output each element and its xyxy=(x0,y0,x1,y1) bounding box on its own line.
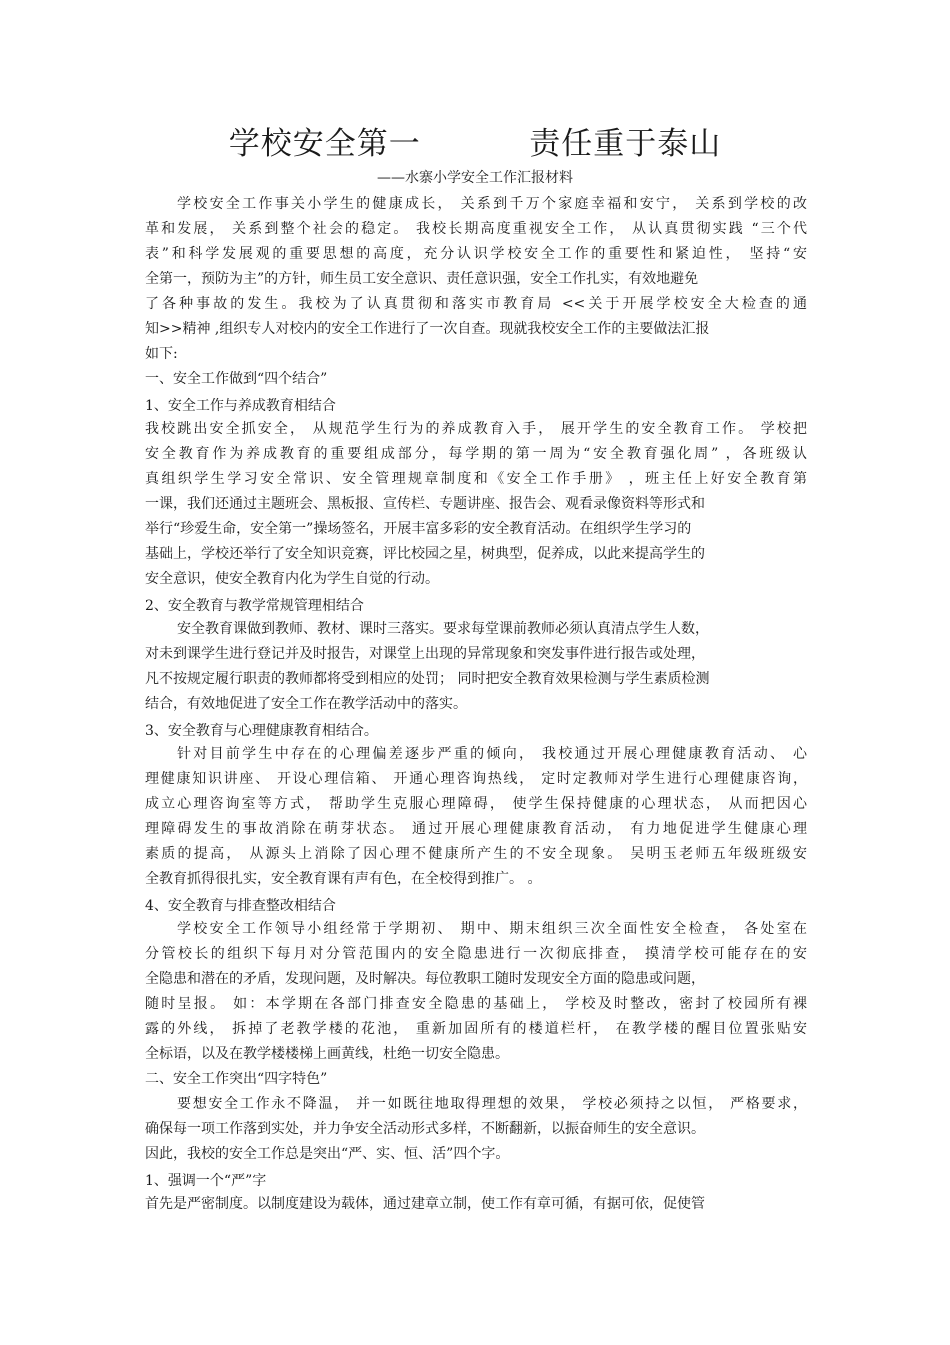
body-line: 举行“珍爱生命，安全第一”操场签名，开展丰富多彩的安全教育活动。在组织学生学习的 xyxy=(145,521,692,537)
body-line: 素质的提高， 从源头上消除了因心理不健康所产生的不安全现象。 吴明玉老师五年级班级安 xyxy=(145,846,807,862)
body-line: 安全教育课做到教师、教材、课时三落实。要求每堂课前教师必须认真清点学生人数， xyxy=(177,621,709,637)
body-line: 随时呈报。 如：本学期在各部门排查安全隐患的基础上， 学校及时整改，密封了校园所有裸 xyxy=(145,996,807,1012)
body-line: 2、安全教育与教学常规管理相结合 xyxy=(145,598,364,614)
document-subtitle: ——水寨小学安全工作汇报材料 xyxy=(377,170,573,186)
body-line: 一、安全工作做到“四个结合” xyxy=(145,371,328,387)
body-line: 学校安全工作领导小组经常于学期初、 期中、期末组织三次全面性安全检查， 各处室在 xyxy=(177,921,807,937)
body-line: 安全教育作为养成教育的重要组成部分，每学期的第一周为“安全教育强化周” ，各班级认 xyxy=(145,446,807,462)
body-line: 4、安全教育与排查整改相结合 xyxy=(145,898,336,914)
body-line: 对未到课学生进行登记并及时报告，对课堂上出现的异常现象和突发事件进行报告或处理， xyxy=(145,646,705,662)
body-line: 二、安全工作突出“四字特色” xyxy=(145,1071,328,1087)
body-line: 要想安全工作永不降温， 并一如既往地取得理想的效果， 学校必须持之以恒， 严格要求， xyxy=(177,1096,807,1112)
body-line: 基础上，学校还举行了安全知识竞赛，评比校园之星，树典型，促养成，以此来提高学生的 xyxy=(145,546,705,562)
body-line: 1、安全工作与养成教育相结合 xyxy=(145,398,336,414)
body-line: 全第一，预防为主”的方针，师生员工安全意识、责任意识强，安全工作扎实，有效地避免 xyxy=(145,271,699,287)
body-line: 1、强调一个“严”字 xyxy=(145,1173,267,1189)
body-line: 3、安全教育与心理健康教育相结合。 xyxy=(145,723,378,739)
body-line: 结合，有效地促进了安全工作在教学活动中的落实。 xyxy=(145,696,467,712)
body-line: 针对目前学生中存在的心理偏差逐步严重的倾向， 我校通过开展心理健康教育活动、 心 xyxy=(177,746,807,762)
body-line: 理障碍发生的事故消除在萌芽状态。 通过开展心理健康教育活动， 有力地促进学生健康心理 xyxy=(145,821,807,837)
body-line: 全教育抓得很扎实，安全教育课有声有色，在全校得到推广。 。 xyxy=(145,871,542,887)
body-line: 露的外线， 拆掉了老教学楼的花池， 重新加固所有的楼道栏杆， 在教学楼的醒目位置张贴安 xyxy=(145,1021,807,1037)
body-line: 分管校长的组织下每月对分管范围内的安全隐患进行一次彻底排查， 摸清学校可能存在的安 xyxy=(145,946,807,962)
body-line: 如下: xyxy=(145,346,178,362)
body-line: 我校跳出安全抓安全， 从规范学生行为的养成教育入手， 展开学生的安全教育工作。 学校把 xyxy=(145,421,807,437)
document-title: 学校安全第一 责任重于泰山 xyxy=(228,126,722,162)
body-line: 了各种事故的发生。我校为了认真贯彻和落实市教育局 <<关于开展学校安全大检查的通 xyxy=(145,296,807,312)
body-line: 真组织学生学习安全常识、安全管理规章制度和《安全工作手册》 ，班主任上好安全教育第 xyxy=(145,471,807,487)
body-line: 学校安全工作事关小学生的健康成长， 关系到千万个家庭幸福和安宁， 关系到学校的改 xyxy=(177,196,807,212)
body-line: 一课，我们还通过主题班会、黑板报、宣传栏、专题讲座、报告会、观看录像资料等形式和 xyxy=(145,496,705,512)
body-line: 确保每一项工作落到实处，并力争安全活动形式多样，不断翻新，以振奋师生的安全意识。 xyxy=(145,1121,705,1137)
body-line: 成立心理咨询室等方式， 帮助学生克服心理障碍， 使学生保持健康的心理状态， 从而把因心 xyxy=(145,796,807,812)
body-line: 知>>精神 ,组织专人对校内的安全工作进行了一次自查。现就我校安全工作的主要做法汇报 xyxy=(145,321,710,337)
body-line: 凡不按规定履行职责的教师都将受到相应的处罚； 同时把安全教育效果检测与学生素质检测 xyxy=(145,671,710,687)
body-line: 理健康知识讲座、 开设心理信箱、 开通心理咨询热线， 定时定教师对学生进行心理健康咨询， xyxy=(145,771,807,787)
body-line: 安全意识，使安全教育内化为学生自觉的行动。 xyxy=(145,571,439,587)
body-line: 全标语，以及在教学楼楼梯上画黄线，杜绝一切安全隐患。 xyxy=(145,1046,509,1062)
body-line: 首先是严密制度。以制度建设为载体，通过建章立制，使工作有章可循，有据可依，促使管 xyxy=(145,1196,705,1212)
body-line: 因此，我校的安全工作总是突出“严、实、恒、活”四个字。 xyxy=(145,1146,510,1162)
body-line: 表”和科学发展观的重要思想的高度，充分认识学校安全工作的重要性和紧迫性， 坚持“安 xyxy=(145,246,807,262)
body-line: 全隐患和潜在的矛盾，发现问题，及时解决。每位教职工随时发现安全方面的隐患或问题， xyxy=(145,971,705,987)
body-line: 革和发展， 关系到整个社会的稳定。 我校长期高度重视安全工作， 从认真贯彻实践 “三个代 xyxy=(145,221,807,237)
